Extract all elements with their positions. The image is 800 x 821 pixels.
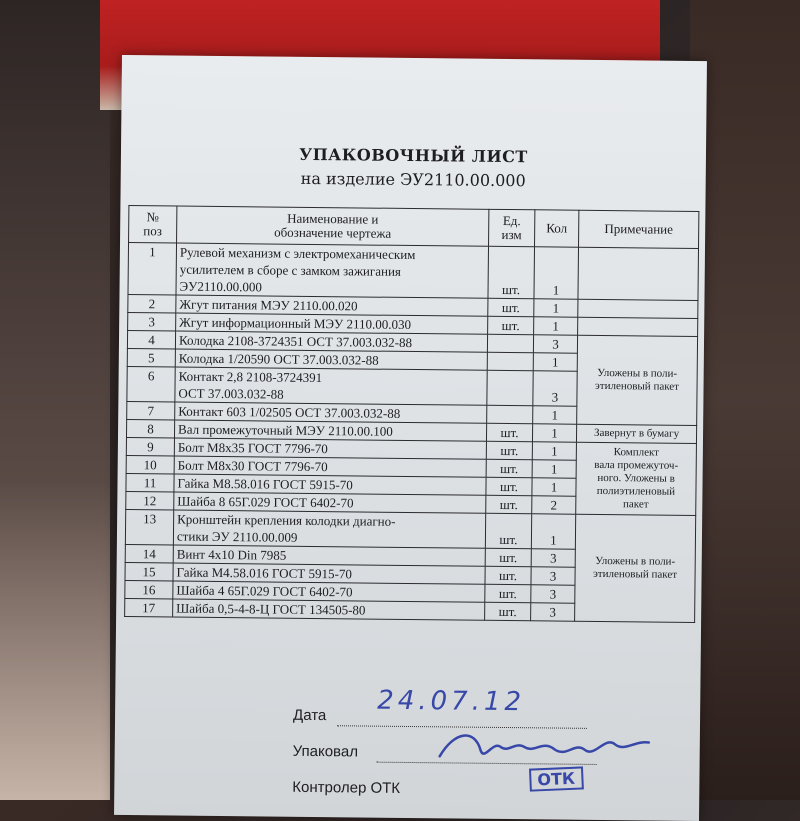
row-pos: 9 [126,438,174,457]
row-pos: 14 [125,545,173,564]
background-right [690,0,800,800]
row-note: Завернут в бумагу [576,424,696,443]
row-qty: 1 [533,353,577,371]
items-table [124,205,699,623]
table-row [125,510,695,551]
row-name: Колодка 1/20590 ОСТ 37.003.032-88 [175,349,487,370]
row-name: Контакт 603 1/02505 ОСТ 37.003.032-88 [175,402,487,423]
row-qty: 2 [532,496,576,514]
table-row [128,243,699,301]
document-title: УПАКОВОЧНЫЙ ЛИСТ [299,144,528,167]
date-handwritten: 24.07.12 [377,685,526,718]
row-note: Комплект вала промежуточ- ного. Уложены в полиэтиленовый пакет [576,442,697,515]
row-unit [487,370,533,405]
row-unit: шт. [485,548,531,566]
packing-list-sheet [114,55,707,821]
row-unit: шт. [485,513,531,548]
row-name: Колодка 2108-3724351 ОСТ 37.003.032-88 [175,331,487,352]
col-header-unit: Ед. изм [489,209,535,246]
row-pos: 6 [127,367,175,403]
controller-label: Контролер ОТК [292,778,401,797]
row-unit: шт. [485,584,531,602]
row-pos: 15 [125,563,173,582]
row-unit: шт. [486,495,532,513]
row-qty: 1 [534,247,579,299]
row-name: Гайка М4.58.016 ГОСТ 5915-70 [173,563,485,584]
row-unit: шт. [485,566,531,584]
row-qty: 1 [532,478,576,496]
row-qty: 3 [533,371,577,406]
row-note: Уложены в поли- этиленовый пакет [577,335,698,425]
row-pos: 16 [125,581,173,600]
row-pos: 12 [126,492,174,511]
row-qty: 3 [531,603,575,621]
row-name: Болт М8х30 ГОСТ 7796-70 [174,456,486,477]
row-name: Контакт 2,8 2108-3724391 ОСТ 37.003.032-88 [175,367,487,405]
row-name: Гайка М8.58.016 ГОСТ 5915-70 [174,474,486,495]
row-pos: 2 [128,295,176,314]
background-left [0,0,110,800]
row-unit: шт. [488,298,534,316]
otk-stamp: ОТК [529,766,584,791]
row-unit: шт. [486,423,532,441]
row-name: Жгут питания МЭУ 2110.00.020 [176,295,488,316]
row-pos: 8 [126,420,174,439]
col-header-name: Наименование и обозначение чертежа [177,206,489,246]
row-qty: 1 [532,442,576,460]
row-qty: 1 [534,317,578,335]
row-unit: шт. [485,602,531,620]
row-name: Шайба 8 65Г.029 ГОСТ 6402-70 [174,492,486,513]
row-unit: шт. [486,441,532,459]
row-pos: 3 [128,313,176,332]
col-header-qty: Кол [535,210,579,247]
row-name: Кронштейн крепления колодки диагно- стики ЭУ 2110.00.009 [173,510,485,548]
row-name: Винт 4х10 Din 7985 [173,545,485,566]
row-pos: 11 [126,474,174,493]
row-qty: 1 [532,460,576,478]
row-pos: 7 [127,402,175,421]
row-qty: 3 [533,335,577,353]
row-name: Рулевой механизм с электромеханическим усилителем в сборе с замком зажигания ЭУ2110.00.000 [176,243,489,298]
col-header-note: Примечание [579,210,699,248]
row-unit: шт. [486,477,532,495]
row-qty: 3 [531,567,575,585]
row-pos: 13 [125,510,173,546]
row-qty: 3 [531,585,575,603]
row-unit: шт. [486,459,532,477]
row-pos: 17 [125,599,173,618]
row-note-empty [578,247,699,300]
row-unit: шт. [488,316,534,334]
row-note-empty [578,317,698,336]
row-qty: 1 [532,424,576,442]
row-name: Вал промежуточный МЭУ 2110.00.100 [174,420,486,441]
row-qty: 1 [534,299,578,317]
row-unit: шт. [488,246,535,298]
row-unit [487,334,533,352]
row-pos: 4 [127,331,175,350]
row-unit [487,405,533,423]
packer-signature [435,720,655,766]
row-qty: 3 [531,549,575,567]
row-name: Шайба 4 65Г.029 ГОСТ 6402-70 [173,581,485,602]
row-pos: 1 [128,243,177,295]
date-label: Дата [293,706,327,725]
row-name: Шайба 0,5-4-8-Ц ГОСТ 134505-80 [173,599,485,620]
col-header-pos: № поз [129,206,177,244]
row-pos: 5 [127,349,175,368]
row-name: Болт М8х35 ГОСТ 7796-70 [174,438,486,459]
table-header-row [129,206,699,249]
row-qty: 1 [531,514,575,549]
row-unit [487,352,533,370]
row-note-empty [578,299,698,318]
row-pos: 10 [126,456,174,475]
packer-label: Упаковал [292,742,359,761]
row-note: Уложены в поли- этиленовый пакет [575,514,696,622]
document-subtitle: на изделие ЭУ2110.00.000 [300,168,526,191]
row-name: Жгут информационный МЭУ 2110.00.030 [176,313,488,334]
row-qty: 1 [533,406,577,424]
